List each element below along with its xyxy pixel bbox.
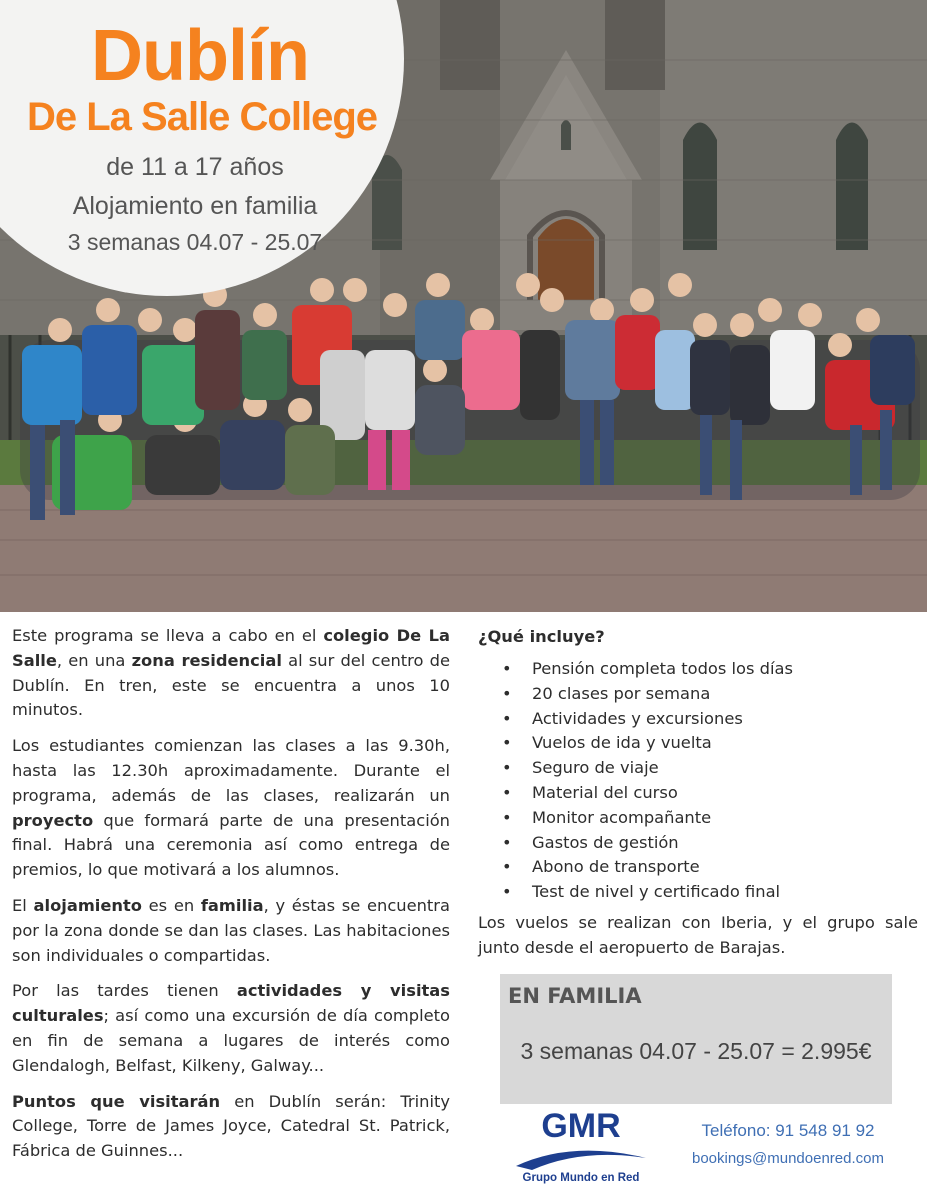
logo-subtitle: Grupo Mundo en Red	[522, 1172, 640, 1184]
includes-item	[478, 781, 918, 806]
bold-text: actividades y visitas culturales	[12, 981, 450, 1026]
hero-accommodation: Alojamiento en familia	[72, 192, 318, 220]
hero-dates: 3 semanas 04.07 - 25.07	[67, 229, 323, 255]
includes-item-label: 20 clases por semana	[532, 683, 711, 703]
includes-item	[478, 657, 918, 682]
bullet-icon: •	[502, 733, 512, 753]
includes-item-label: Vuelos de ida y vuelta	[532, 733, 712, 753]
bold-text: Puntos que visitarán	[12, 1091, 221, 1111]
includes-item	[478, 682, 918, 707]
bullet-icon: •	[502, 882, 512, 902]
bold-text: proyecto	[12, 810, 94, 830]
includes-item-label: Gastos de gestión	[532, 832, 679, 852]
contact-phone: Teléfono: 91 548 91 92	[701, 1121, 875, 1140]
bullet-icon: •	[502, 857, 512, 877]
includes-item-label: Pensión completa todos los días	[532, 659, 793, 678]
includes-item	[478, 880, 918, 905]
text-run: Este programa se lleva a cabo en el	[12, 626, 324, 645]
hero-title: Dublín	[91, 16, 309, 96]
includes-item-label: Monitor acompañante	[532, 807, 712, 827]
text-run: ; así como una excursión de día completo en fin de semana a lugares de interés como Glendalogh, Belfast, Kilkeny, Galway...	[12, 1006, 450, 1075]
hero-subtitle: De La Salle College	[26, 95, 378, 139]
includes-item-label: Material del curso	[532, 782, 678, 802]
includes-item-label: Seguro de viaje	[532, 758, 659, 778]
logo-swoosh-icon	[512, 1144, 650, 1174]
hero-ages: de 11 a 17 años	[106, 153, 284, 181]
bold-text: zona residencial	[131, 650, 282, 670]
bold-text: alojamiento	[33, 895, 142, 915]
text-run: Por las tardes tienen	[12, 981, 237, 1001]
includes-item	[478, 707, 918, 732]
bullet-icon: •	[502, 758, 512, 778]
bullet-icon: •	[502, 782, 512, 802]
intro-paragraph-3	[12, 894, 450, 968]
text-run: , y éstas se encuentra por la zona donde se dan las clases. Las habitaciones son individuales o compartidas.	[12, 895, 450, 965]
text-run: Los estudiantes comienzan las clases a las 9.30h, hasta las 12.30h aproximadamente. Durante el programa, además de las clases, realizarán un	[12, 736, 450, 805]
flights-note: Los vuelos se realizan con Iberia, y el grupo sale junto desde el aeropuerto de Barajas.	[478, 912, 918, 957]
gmr-logo	[512, 1106, 650, 1194]
includes-item-label: Actividades y excursiones	[532, 708, 743, 728]
includes-item	[478, 855, 918, 880]
text-run: en Dublín serán: Trinity College, Torre de James Joyce, Catedral St. Patrick, Fábrica de Guinnes...	[12, 1091, 450, 1161]
includes-list	[478, 657, 918, 905]
includes-item-label: Test de nivel y certificado final	[532, 882, 781, 902]
intro-paragraph-2	[12, 734, 450, 883]
bold-text: colegio De La Salle	[12, 626, 450, 670]
text-run: que formará parte de una presentación final. Habrá una ceremonia así como entrega de premios, lo que motivará a los alumnos.	[12, 810, 450, 880]
includes-item-label: Abono de transporte	[532, 857, 700, 877]
bullet-icon: •	[502, 683, 512, 703]
includes-item	[478, 731, 918, 756]
intro-paragraph-5	[12, 1090, 450, 1164]
text-run: , en una	[56, 650, 132, 670]
intro-paragraph-4	[12, 979, 450, 1078]
contact-email[interactable]: bookings@mundoenred.com	[691, 1150, 884, 1167]
price-heading: EN FAMILIA	[508, 984, 642, 1008]
description-column	[12, 624, 450, 1175]
includes-title: ¿Qué incluye?	[478, 627, 605, 646]
bold-text: familia	[200, 895, 264, 915]
text-run: El	[12, 895, 34, 915]
text-run: es en	[141, 895, 201, 915]
bullet-icon: •	[502, 708, 512, 728]
bullet-icon: •	[502, 659, 512, 678]
text-run: al sur del centro de Dublín. En tren, este se encuentra a unos 10 minutos.	[12, 650, 450, 720]
includes-item	[478, 756, 918, 781]
logo-text: GMR	[541, 1107, 621, 1145]
price-line: 3 semanas 04.07 - 25.07 = 2.995€	[520, 1038, 872, 1064]
bullet-icon: •	[502, 807, 512, 827]
includes-column	[478, 624, 918, 961]
price-box	[500, 974, 892, 1104]
intro-paragraph-1	[12, 624, 450, 723]
includes-item	[478, 831, 918, 856]
includes-item	[478, 806, 918, 831]
bullet-icon: •	[502, 832, 512, 852]
